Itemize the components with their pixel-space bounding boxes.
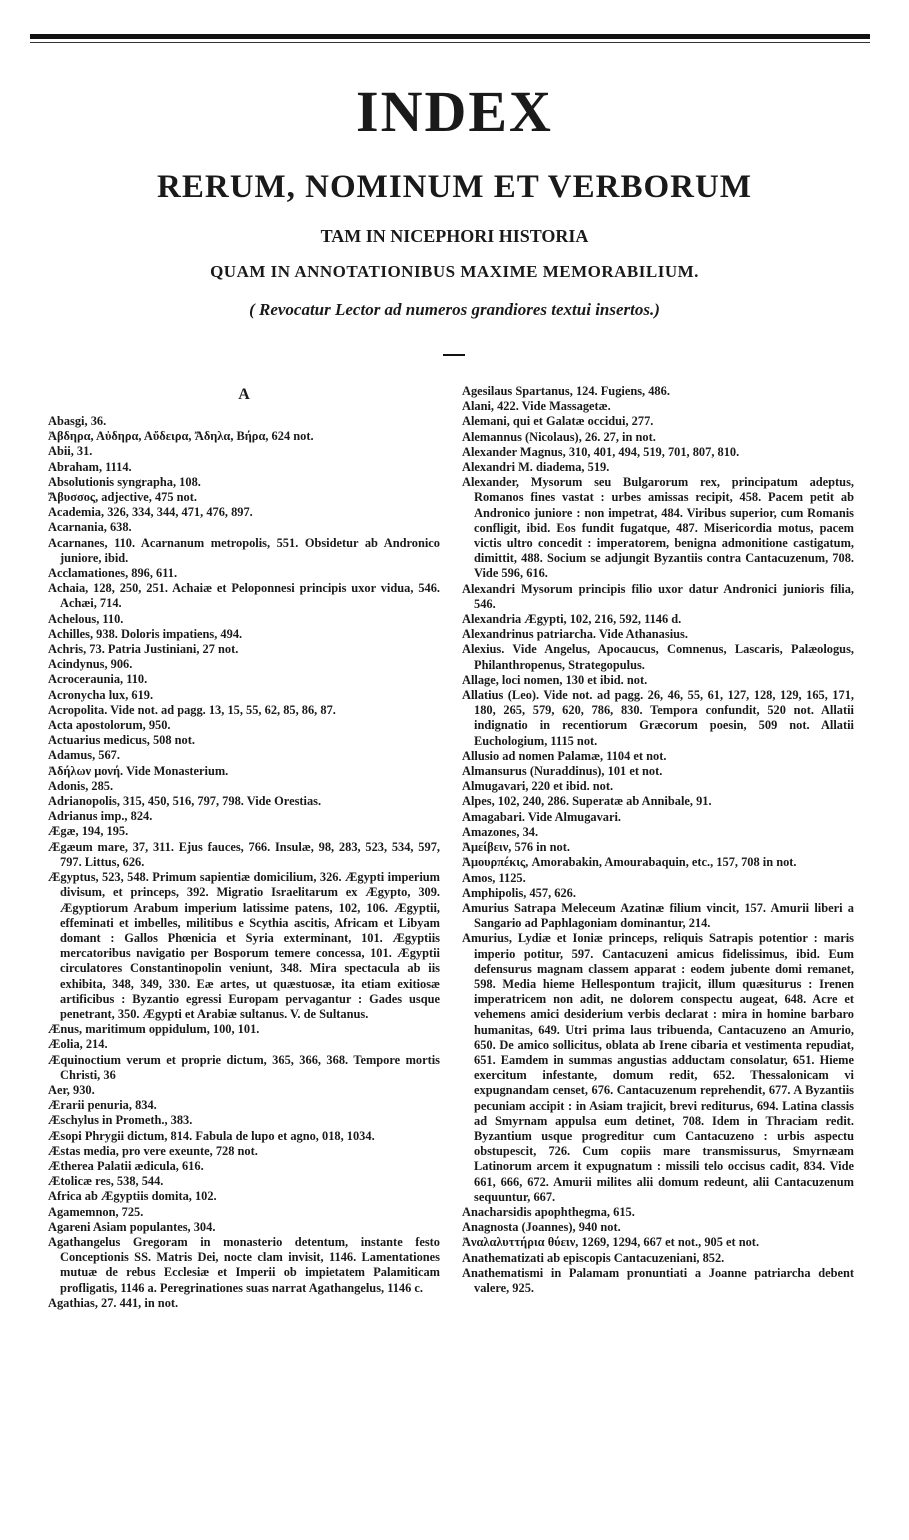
index-entry: Allusio ad nomen Palamæ, 1104 et not.: [462, 748, 667, 763]
index-entry: Acindynus, 906.: [48, 657, 133, 672]
index-entry: Adrianus imp., 824.: [48, 809, 153, 824]
index-entry: Alexandria Ægypti, 102, 216, 592, 1146 d.: [462, 612, 682, 627]
index-entry: Ἀναλαλυττήρια θύειν, 1269, 1294, 667 et not., 905 et not.: [462, 1235, 760, 1250]
index-entry: Aer, 930.: [48, 1082, 95, 1097]
index-entry: Acta apostolorum, 950.: [48, 718, 171, 733]
index-entry: Alexandri M. diadema, 519.: [462, 460, 610, 475]
index-entry: Amos, 1125.: [462, 870, 526, 885]
index-entry: Ἀδήλων μονή. Vide Monasterium.: [48, 763, 229, 778]
index-entry: Acarnania, 638.: [48, 520, 132, 535]
index-entry: Amazones, 34.: [462, 824, 539, 839]
index-entry: Adonis, 285.: [48, 778, 114, 793]
index-entry: Alexander Magnus, 310, 401, 494, 519, 701, 807, 810.: [462, 444, 740, 459]
heading-note: ( Revocatur Lector ad numeros grandiores textui insertos.): [249, 300, 660, 319]
index-entry: Almansurus (Nuraddinus), 101 et not.: [462, 764, 663, 779]
index-entry: Æsopi Phrygii dictum, 814. Fabula de lupo et agno, 018, 1034.: [48, 1128, 375, 1143]
index-entry: Agareni Asiam populantes, 304.: [48, 1219, 216, 1234]
index-entry: Allatius (Leo). Vide not. ad pagg. 26, 46, 55, 61, 127, 128, 129, 165, 171, 180, 265, 579, 620, 786, 830. Tempora confundit, 520 not. Allatii indignatio in recentiorum Græcorum poesin, 509 not. Allatii Euchologium, 1115 not.: [462, 688, 854, 748]
index-entry: Æschylus in Prometh., 383.: [48, 1113, 193, 1128]
page-subtitle: RERUM, NOMINUM ET VERBORUM: [157, 169, 752, 205]
index-entry: Alexandrinus patriarcha. Vide Athanasius.: [462, 627, 688, 642]
index-entry: Alemannus (Nicolaus), 26. 27, in not.: [462, 429, 656, 444]
top-rule: [30, 34, 870, 39]
heading-line-4: QUAM IN ANNOTATIONIBUS MAXIME MEMORABILIUM.: [210, 262, 699, 281]
index-entry: Agamemnon, 725.: [48, 1204, 144, 1219]
index-entry: Ænus, maritimum oppidulum, 100, 101.: [48, 1022, 260, 1037]
index-entry: Alani, 422. Vide Massagetæ.: [462, 399, 611, 414]
index-entry: Anacharsidis apophthegma, 615.: [462, 1204, 635, 1219]
index-entry: Acarnanes, 110. Acarnanum metropolis, 551. Obsidetur ab Andronico juniore, ibid.: [48, 535, 440, 565]
index-entry: Achelous, 110.: [48, 611, 124, 626]
index-entry: Æstas media, pro vere exeunte, 728 not.: [48, 1143, 258, 1158]
index-entry: Ægæum mare, 37, 311. Ejus fauces, 766. Insulæ, 98, 283, 523, 534, 597, 797. Littus, 626.: [48, 839, 440, 869]
index-entry: Achaia, 128, 250, 251. Achaiæ et Peloponnesi principis uxor vidua, 546. Achæi, 714.: [48, 581, 440, 611]
index-entry: Agathias, 27. 441, in not.: [48, 1295, 179, 1310]
index-entry: Æolia, 214.: [48, 1037, 108, 1052]
index-entry: Ætolicæ res, 538, 544.: [48, 1174, 164, 1189]
index-entry: Abasgi, 36.: [48, 414, 107, 428]
index-entry: Adrianopolis, 315, 450, 516, 797, 798. Vide Orestias.: [48, 794, 322, 809]
heading-line-3: TAM IN NICEPHORI HISTORIA: [320, 226, 589, 246]
index-entry: Achris, 73. Patria Justiniani, 27 not.: [48, 642, 239, 657]
index-entry: Amurius Satrapa Meleceum Azatinæ filium vincit, 157. Amurii liberi a Sangario ad Paphlagoniam dominantur, 214.: [462, 900, 854, 931]
top-rule-thin: [30, 42, 870, 43]
index-entry: Allage, loci nomen, 130 et ibid. not.: [462, 672, 648, 687]
index-entry: Abii, 31.: [48, 444, 93, 459]
index-entry: Ἀβδηρα, Αὐδηρα, Αὔδειρα, Ἄδηλα, Βήρα, 624 not.: [48, 429, 314, 444]
index-entry: Amurius, Lydiæ et Ioniæ princeps, reliquis Satrapis potentior : maris imperio potitur, 597. Cantacuzeni amicus fidelissimus, ibid. Eum defensurus magnam classem apparat : eodem jubente domi remanet, 598. Media hieme Hellespontum trajicit, illum quæsiturus : Irenen imperatricem non adit, ne dolorem conspectu augeat, 648. Acre et vehemens amici desiderium verbis declarat : mira in homine barbaro humanitas, 649. Utri prima laus tribuenda, Cantacuzeno an Amurio, 650. De amico sollicitus, oblata ab Irene cibaria et vestimenta repudiat, 651. Eamdem in summas angustias adductam consolatur, 651. Hieme exercitum infestante, domum redit, 652. Thessalonicam vi expugnandam censet, 676. Cantacuzenum reprehendit, 677. A Byzantiis pecuniam accipit : in Asiam trajicit, brevi rediturus, 694. Latina classis ad Smyrnam appulsa eum detinet, 708. Idem in Thraciam redit. Byzantium usque progreditur cum Cantacuzeno : urbis aspectu obstupescit, 726. Cum copiis mare transmissurus, Smyrnæam Latinorum arcem it expugnatum : missili telo occisus cadit, 834. Vide 661, 666, 672. Amurii milites alii domum redeunt, alii Cantacuzenum sequuntur, 667.: [462, 931, 854, 1204]
index-entry: Almugavari, 220 et ibid. not.: [462, 779, 614, 794]
index-entry: Ἀμουρπέκις, Amorabakin, Amourabaquin, etc., 157, 708 in not.: [462, 855, 797, 870]
index-entry: Agathangelus Gregoram in monasterio detentum, instante festo Conceptionis SS. Matris Dei, nocte clam invisit, 1146. Lamentationes mutuæ de rebus Ecclesiæ et Imperii ob impietatem Palamiticam profligatis, 1146 a. Peregrinationes suas narrat Agathangelus, 1146 c.: [48, 1234, 440, 1295]
short-divider: [443, 354, 465, 356]
index-entry: Alpes, 102, 240, 286. Superatæ ab Annibale, 91.: [462, 794, 712, 809]
index-entry: Alexius. Vide Angelus, Apocaucus, Comnenus, Lascaris, Palæologus, Philanthropenus, Strategopulus.: [462, 642, 854, 672]
index-entry: Amagabari. Vide Almugavari.: [462, 809, 622, 824]
index-entry: Alemani, qui et Galatæ occidui, 277.: [462, 414, 654, 429]
page-title: INDEX: [356, 79, 553, 144]
index-entry: Absolutionis syngrapha, 108.: [48, 474, 201, 489]
index-entry: Ægyptus, 523, 548. Primum sapientiæ domicilium, 326. Ægypti imperium divisum, et princeps, 392. Migratio Israelitarum ex Ægypto, 309. Ægyptiorum Arabum imperium latissime patens, 102, 106. Ægyptii, effeminati et imbelles, militibus e Scythia ascitis, Africam et Libyam domant : Gallos Phœnicia et Syria exterminant, 101. Ægyptiis mercatoribus navigatio per Bosporum temere concessa, 101. Ægyptii circulatores Constantinopolin veniunt, 348. Mira spectacula ab iis exhibita, 348, 349, 330. Eæ artes, ut quæstuosæ, ita etiam exitiosæ artificibus : Byzantio egressi Europam pervagantur : Gades usque penetrant, 350. Ægypti et Arabiæ sultanus. V. de Sultanus.: [48, 870, 440, 1021]
index-entry: Acropolita. Vide not. ad pagg. 13, 15, 55, 62, 85, 86, 87.: [48, 702, 336, 717]
right-column: [462, 384, 854, 1296]
index-entry: Ætherea Palatii ædicula, 616.: [48, 1158, 204, 1173]
index-entry: Abraham, 1114.: [48, 459, 132, 474]
index-entry: Ἄβυσσος, adjective, 475 not.: [48, 490, 197, 505]
index-entry: Æquinoctium verum et proprie dictum, 365, 366, 368. Tempore mortis Christi, 36: [48, 1052, 440, 1082]
index-entry: Ægæ, 194, 195.: [48, 824, 129, 839]
section-letter: A: [238, 386, 250, 403]
left-column: [48, 384, 440, 1311]
index-entry: Agesilaus Spartanus, 124. Fugiens, 486.: [462, 384, 670, 398]
index-entry: Alexander, Mysorum seu Bulgarorum rex, principatum adeptus, Romanos fines vastat : urbes amissas recipit, 458. Pacem petit ab Andronico juniore : non impetrat, 484. Viribus superior, cum Romanis confligit, ibid. Eos fundit fugatque, 487. Misericordia motus, pacem victis ultro concedit : imperatorem, benigna admonitione castigatum, dimittit, 488. Socium se adjungit Byzantiis contra Cantacuzenum, 708. Vide 596, 616.: [462, 475, 854, 581]
index-entry: Academia, 326, 334, 344, 471, 476, 897.: [48, 505, 253, 520]
index-entry: Adamus, 567.: [48, 748, 120, 763]
index-entry: Alexandri Mysorum principis filio uxor datur Andronici junioris filia, 546.: [462, 581, 854, 611]
right-entries: [462, 384, 854, 1296]
index-entry: Amphipolis, 457, 626.: [462, 885, 576, 900]
index-entry: Africa ab Ægyptiis domita, 102.: [48, 1189, 217, 1204]
index-entry: Anagnosta (Joannes), 940 not.: [462, 1220, 621, 1235]
index-entry: Actuarius medicus, 508 not.: [48, 733, 195, 748]
index-entry: Achilles, 938. Doloris impatiens, 494.: [48, 626, 243, 641]
index-entry: Anathematizati ab episcopis Cantacuzeniani, 852.: [462, 1250, 725, 1265]
index-entry: Acclamationes, 896, 611.: [48, 566, 178, 581]
index-entry: Acronycha lux, 619.: [48, 687, 154, 702]
index-entry: Anathematismi in Palamam pronuntiati a Joanne patriarcha debent valere, 925.: [462, 1265, 854, 1295]
left-entries: [48, 414, 440, 1311]
index-entry: Ἀμείβειν, 576 in not.: [462, 840, 570, 855]
index-entry: Ærarii penuria, 834.: [48, 1098, 157, 1113]
index-entry: Acroceraunia, 110.: [48, 672, 148, 687]
